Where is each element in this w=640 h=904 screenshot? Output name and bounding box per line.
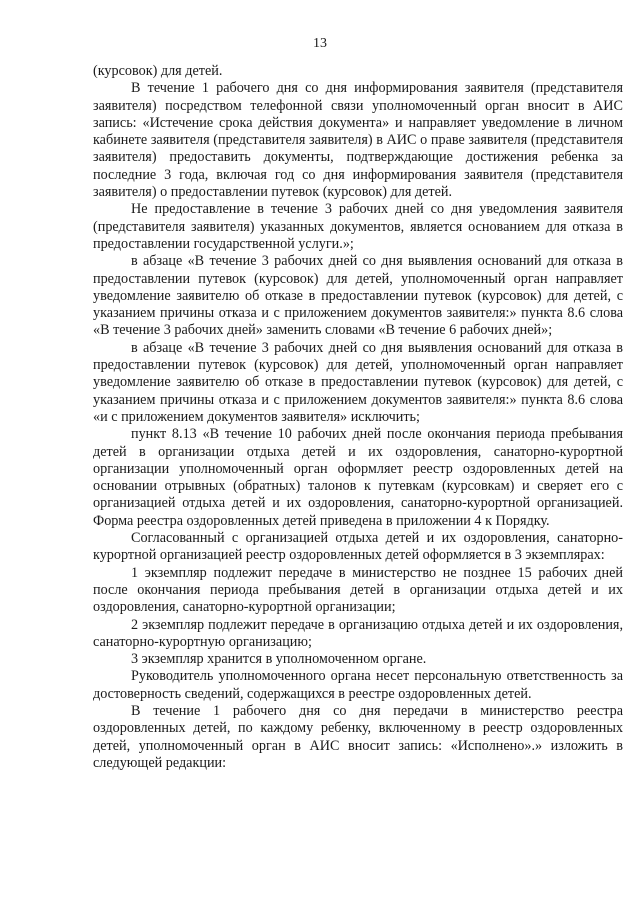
- page-number: 13: [313, 36, 327, 51]
- paragraph-registry-copies: Согласованный с организацией отдыха детей и их оздоровления, санаторно-курортной организацией реестр оздоровленных детей оформляется в 3 экземплярах:: [93, 530, 623, 564]
- paragraph-ais-record: В течение 1 рабочего дня со дня передачи в министерство реестра оздоровленных детей, по каждому ребенку, включенному в реестр оздоровленных детей, уполномоченный орган в АИС вносит запись: «Исполнено».» изложить в следующей редакции:: [93, 702, 623, 771]
- paragraph-notification-deadline: В течение 1 рабочего дня со дня информирования заявителя (представителя заявителя) посредством телефонной связи уполномоченный орган вносит в АИС запись: «Истечение срока действия документа» и направляет уведомление в личном кабинете заявителя (представителя заявителя) в АИС о праве заявителя (представителя заявителя) предоставить документы, подтверждающие достижения ребенка за последние 3 года, включая год со дня информирования заявителя (представителя заявителя) о предоставлении путевок (курсовок) для детей.: [93, 80, 623, 201]
- document-body: [93, 63, 623, 772]
- paragraph-copy-3: 3 экземпляр хранится в уполномоченном органе.: [131, 651, 427, 668]
- paragraph-amendment-8-6-exclusion: в абзаце «В течение 3 рабочих дней со дня выявления оснований для отказа в предоставлении путевок (курсовок) для детей, уполномоченный орган направляет уведомление заявителю об отказе в предоставлении путевок (курсовок) для детей, с указанием причины отказа и с приложением документов заявителя:» пункта 8.6 слова «и с приложением документов заявителя» исключить;: [93, 339, 623, 425]
- paragraph-refusal-grounds: Не предоставление в течение 3 рабочих дней со дня уведомления заявителя (представителя заявителя) указанных документов, является основанием для отказа в предоставлении государственной услуги.»;: [93, 201, 623, 252]
- paragraph-continuation: (курсовок) для детей.: [93, 63, 223, 79]
- paragraph-responsibility: Руководитель уполномоченного органа несет персональную ответственность за достоверность сведений, содержащихся в реестре оздоровленных детей.: [93, 668, 623, 702]
- paragraph-amendment-8-6-term: в абзаце «В течение 3 рабочих дней со дня выявления оснований для отказа в предоставлении путевок (курсовок) для детей, уполномоченный орган направляет уведомление заявителю об отказе в предоставлении путевок (курсовок) для детей, с указанием причины отказа и с приложением документов заявителя:» пункта 8.6 слова «В течение 3 рабочих дней» заменить словами «В течение 6 рабочих дней»;: [93, 253, 623, 339]
- paragraph-point-8-13: пункт 8.13 «В течение 10 рабочих дней после окончания периода пребывания детей в организации отдыха детей и их оздоровления, санаторно-курортной организации уполномоченный орган оформляет реестр оздоровленных детей на основании отрывных (обратных) талонов к путевкам (курсовкам) и сверяет его с организацией отдыха детей и их оздоровления, санаторно-курортной организацией. Форма реестра оздоровленных детей приведена в приложении 4 к Порядку.: [93, 426, 623, 529]
- paragraph-copy-2: 2 экземпляр подлежит передаче в организацию отдыха детей и их оздоровления, санаторно-курортную организацию;: [93, 616, 623, 650]
- paragraph-copy-1: 1 экземпляр подлежит передаче в министерство не позднее 15 рабочих дней после окончания периода пребывания детей в организации отдыха детей и их оздоровления, санаторно-курортной организации;: [93, 564, 623, 616]
